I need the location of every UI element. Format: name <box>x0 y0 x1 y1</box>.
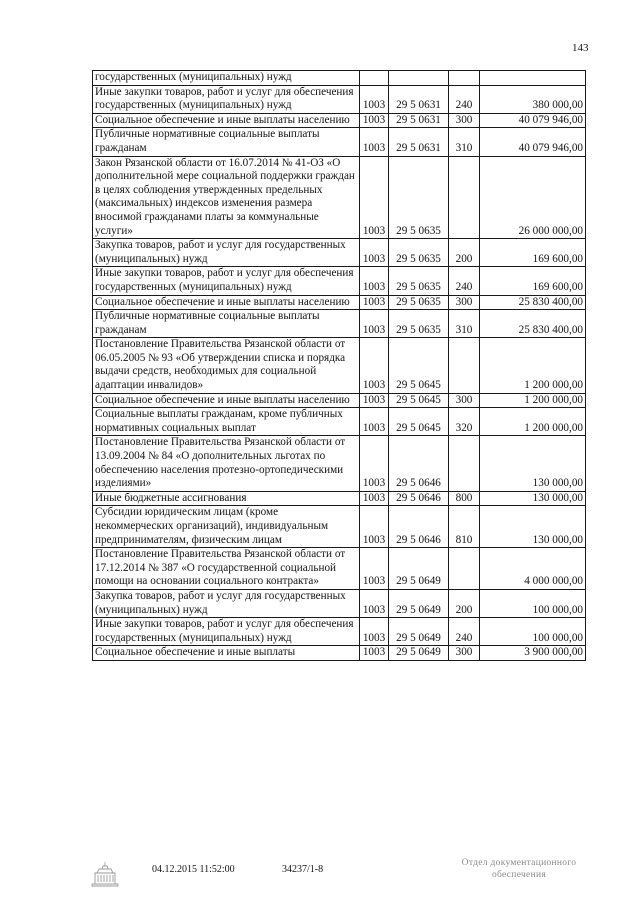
table-row <box>93 548 586 590</box>
row-name-cell: Публичные нормативные социальные выплаты гражданам <box>93 128 360 156</box>
row-section-cell: 1003 <box>360 310 389 338</box>
row-target-cell: 29 5 0645 <box>389 338 449 393</box>
row-amount-cell: 4 000 000,00 <box>480 548 586 590</box>
table-row <box>93 156 586 239</box>
row-section-cell <box>360 71 389 86</box>
row-kind-cell <box>449 436 480 491</box>
row-kind-cell: 810 <box>449 506 480 548</box>
row-section-cell: 1003 <box>360 589 389 617</box>
row-name-cell: государственных (муниципальных) нужд <box>93 71 360 86</box>
row-target-cell: 29 5 0631 <box>389 85 449 113</box>
row-amount-cell <box>480 71 586 86</box>
row-target-cell: 29 5 0635 <box>389 156 449 239</box>
row-target-cell: 29 5 0646 <box>389 436 449 491</box>
row-amount-cell: 1 200 000,00 <box>480 393 586 408</box>
table-row <box>93 85 586 113</box>
footer-doc-number: 34237/1-8 <box>282 864 324 875</box>
row-target-cell: 29 5 0649 <box>389 548 449 590</box>
row-kind-cell <box>449 156 480 239</box>
row-section-cell: 1003 <box>360 156 389 239</box>
row-target-cell: 29 5 0635 <box>389 310 449 338</box>
table-row <box>93 295 586 310</box>
row-name-cell: Социальное обеспечение и иные выплаты <box>93 646 360 661</box>
row-section-cell: 1003 <box>360 295 389 310</box>
table-row <box>93 618 586 646</box>
row-amount-cell: 3 900 000,00 <box>480 646 586 661</box>
table-row <box>93 71 586 86</box>
row-name-cell: Социальное обеспечение и иные выплаты населению <box>93 393 360 408</box>
row-section-cell: 1003 <box>360 548 389 590</box>
row-target-cell: 29 5 0635 <box>389 239 449 267</box>
row-amount-cell: 1 200 000,00 <box>480 408 586 436</box>
row-kind-cell: 240 <box>449 85 480 113</box>
row-amount-cell: 380 000,00 <box>480 85 586 113</box>
row-amount-cell: 169 600,00 <box>480 239 586 267</box>
row-kind-cell: 300 <box>449 295 480 310</box>
row-name-cell: Публичные нормативные социальные выплаты гражданам <box>93 310 360 338</box>
row-amount-cell: 169 600,00 <box>480 267 586 295</box>
row-kind-cell: 240 <box>449 618 480 646</box>
row-target-cell: 29 5 0645 <box>389 408 449 436</box>
row-name-cell: Закон Рязанской области от 16.07.2014 № 41-ОЗ «О дополнительной мере социальной поддержки граждан в целях соблюдения утвержденных предельных (максимальных) индексов изменения размера вносимой гражданами платы за коммунальные услуги» <box>93 156 360 239</box>
footer-department-line-2: обеспечения <box>491 870 547 880</box>
row-name-cell: Постановление Правительства Рязанской области от 06.05.2005 № 93 «Об утверждении списка и порядка выдачи средств, необходимых для социальной адаптации инвалидов» <box>93 338 360 393</box>
row-section-cell: 1003 <box>360 128 389 156</box>
budget-table <box>92 70 586 661</box>
row-name-cell: Иные закупки товаров, работ и услуг для обеспечения государственных (муниципальных) нужд <box>93 618 360 646</box>
row-target-cell: 29 5 0645 <box>389 393 449 408</box>
row-kind-cell: 200 <box>449 589 480 617</box>
row-target-cell: 29 5 0631 <box>389 128 449 156</box>
table-row <box>93 113 586 128</box>
table-row <box>93 408 586 436</box>
row-section-cell: 1003 <box>360 436 389 491</box>
row-kind-cell <box>449 71 480 86</box>
row-kind-cell: 310 <box>449 310 480 338</box>
footer-date: 04.12.2015 11:52:00 <box>152 864 235 875</box>
footer-department-line-1: Отдел документационного <box>461 858 577 868</box>
table-row <box>93 239 586 267</box>
row-kind-cell: 300 <box>449 646 480 661</box>
row-amount-cell: 130 000,00 <box>480 436 586 491</box>
row-target-cell: 29 5 0649 <box>389 589 449 617</box>
row-name-cell: Закупка товаров, работ и услуг для государственных (муниципальных) нужд <box>93 239 360 267</box>
row-target-cell: 29 5 0635 <box>389 267 449 295</box>
row-section-cell: 1003 <box>360 85 389 113</box>
table-row <box>93 128 586 156</box>
row-section-cell: 1003 <box>360 393 389 408</box>
row-amount-cell: 100 000,00 <box>480 618 586 646</box>
row-name-cell: Иные бюджетные ассигнования <box>93 491 360 506</box>
row-amount-cell: 130 000,00 <box>480 506 586 548</box>
row-section-cell: 1003 <box>360 113 389 128</box>
row-section-cell: 1003 <box>360 239 389 267</box>
table-row <box>93 393 586 408</box>
row-kind-cell: 300 <box>449 393 480 408</box>
row-kind-cell: 300 <box>449 113 480 128</box>
row-kind-cell: 310 <box>449 128 480 156</box>
row-section-cell: 1003 <box>360 267 389 295</box>
row-amount-cell: 25 830 400,00 <box>480 310 586 338</box>
row-name-cell: Социальное обеспечение и иные выплаты населению <box>93 295 360 310</box>
row-name-cell: Социальные выплаты гражданам, кроме публичных нормативных социальных выплат <box>93 408 360 436</box>
row-name-cell: Постановление Правительства Рязанской области от 17.12.2014 № 387 «О государственной социальной помощи на основании социального контракта» <box>93 548 360 590</box>
row-kind-cell: 800 <box>449 491 480 506</box>
row-section-cell: 1003 <box>360 618 389 646</box>
row-amount-cell: 26 000 000,00 <box>480 156 586 239</box>
row-section-cell: 1003 <box>360 338 389 393</box>
row-amount-cell: 100 000,00 <box>480 589 586 617</box>
table-row <box>93 338 586 393</box>
row-name-cell: Иные закупки товаров, работ и услуг для обеспечения государственных (муниципальных) нужд <box>93 85 360 113</box>
budget-table-body <box>93 71 586 661</box>
row-name-cell: Иные закупки товаров, работ и услуг для обеспечения государственных (муниципальных) нужд <box>93 267 360 295</box>
building-stamp-icon <box>90 860 120 888</box>
table-row <box>93 491 586 506</box>
row-section-cell: 1003 <box>360 491 389 506</box>
row-section-cell: 1003 <box>360 646 389 661</box>
footer-department-stamp <box>444 857 594 881</box>
row-amount-cell: 40 079 946,00 <box>480 128 586 156</box>
row-amount-cell: 130 000,00 <box>480 491 586 506</box>
row-target-cell: 29 5 0635 <box>389 295 449 310</box>
row-name-cell: Постановление Правительства Рязанской области от 13.09.2004 № 84 «О дополнительных льготах по обеспечению населения протезно-ортопедическими изделиями» <box>93 436 360 491</box>
table-row <box>93 589 586 617</box>
row-kind-cell <box>449 548 480 590</box>
row-section-cell: 1003 <box>360 506 389 548</box>
table-row <box>93 436 586 491</box>
table-row <box>93 310 586 338</box>
row-section-cell: 1003 <box>360 408 389 436</box>
table-row <box>93 646 586 661</box>
row-name-cell: Закупка товаров, работ и услуг для государственных (муниципальных) нужд <box>93 589 360 617</box>
table-row <box>93 506 586 548</box>
row-target-cell: 29 5 0646 <box>389 506 449 548</box>
row-name-cell: Социальное обеспечение и иные выплаты населению <box>93 113 360 128</box>
row-amount-cell: 25 830 400,00 <box>480 295 586 310</box>
row-amount-cell: 40 079 946,00 <box>480 113 586 128</box>
row-amount-cell: 1 200 000,00 <box>480 338 586 393</box>
row-target-cell <box>389 71 449 86</box>
row-target-cell: 29 5 0631 <box>389 113 449 128</box>
row-kind-cell: 200 <box>449 239 480 267</box>
row-target-cell: 29 5 0649 <box>389 618 449 646</box>
row-name-cell: Субсидии юридическим лицам (кроме некоммерческих организаций), индивидуальным предпринимателям, физическим лицам <box>93 506 360 548</box>
row-kind-cell <box>449 338 480 393</box>
table-row <box>93 267 586 295</box>
row-target-cell: 29 5 0649 <box>389 646 449 661</box>
row-kind-cell: 240 <box>449 267 480 295</box>
row-kind-cell: 320 <box>449 408 480 436</box>
page-number: 143 <box>572 42 589 54</box>
row-target-cell: 29 5 0646 <box>389 491 449 506</box>
